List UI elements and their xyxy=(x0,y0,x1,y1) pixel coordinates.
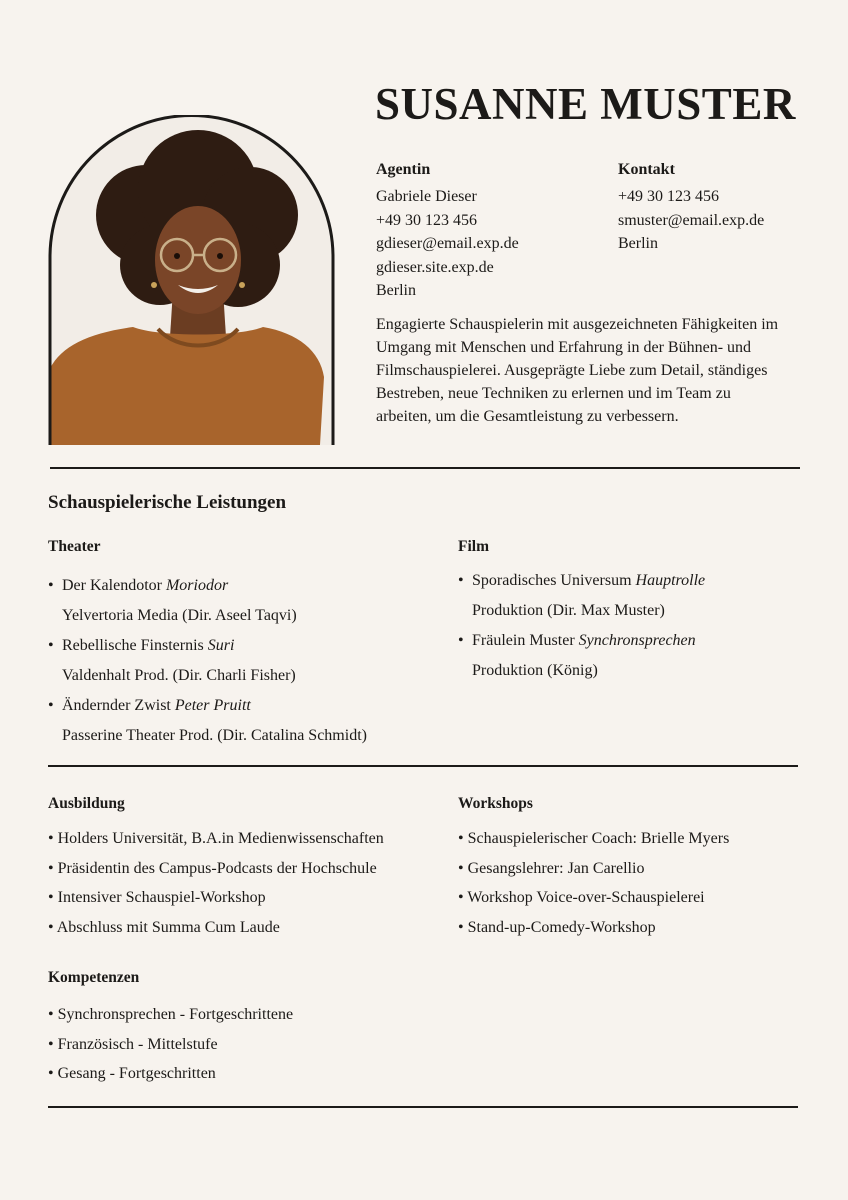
bullet-glyph: • xyxy=(458,889,464,906)
bullet-glyph: • xyxy=(48,637,54,654)
section-title-achievements: Schauspielerische Leistungen xyxy=(48,492,287,513)
bullet-glyph: • xyxy=(48,1035,54,1053)
subsection-title-theater: Theater xyxy=(48,538,101,555)
list-item xyxy=(458,626,705,686)
work-title: Rebellische Finsternis xyxy=(62,637,204,654)
production-info: Passerine Theater Prod. (Dir. Catalina Schmidt) xyxy=(62,727,367,744)
bullet-glyph: • xyxy=(48,918,54,936)
role-name: Peter Pruitt xyxy=(174,697,251,714)
work-title: Ändernder Zwist xyxy=(62,697,171,714)
skill-entry: Synchronsprechen - Fortgeschrittene xyxy=(57,1006,294,1023)
bullet-glyph: • xyxy=(48,1065,54,1082)
agent-website: gdieser.site.exp.de xyxy=(376,258,494,276)
contact-email: smuster@email.exp.de xyxy=(618,211,765,229)
list-item xyxy=(48,691,367,751)
contact-city: Berlin xyxy=(618,235,658,252)
divider xyxy=(48,765,798,767)
bullet-glyph: • xyxy=(48,697,54,714)
profile-summary: Engagierte Schauspielerin mit ausgezeichneten Fähigkeiten im Umgang mit Menschen und Erfahrung in der Bühnen- und Filmschauspielerei. Ausgeprägte Liebe zum Detail, ständiges Bestreben, neue Techniken zu erlernen und im Team zu arbeiten, um die Gesamtleistung zu verbessern. xyxy=(376,316,779,425)
bullet-glyph: • xyxy=(458,859,464,877)
list-item xyxy=(458,913,729,943)
section-title-workshops: Workshops xyxy=(458,795,533,812)
production-info: Produktion (Dir. Max Muster) xyxy=(472,602,665,619)
production-info: Valdenhalt Prod. (Dir. Charli Fisher) xyxy=(62,667,296,684)
workshop-entry: Schauspielerischer Coach: Brielle Myers xyxy=(467,830,730,847)
list-item xyxy=(48,1059,293,1089)
education-entry: Präsidentin des Campus-Podcasts der Hochschule xyxy=(57,859,377,877)
profile-photo xyxy=(48,115,335,445)
agent-email: gdieser@email.exp.de xyxy=(376,235,519,252)
list-item xyxy=(48,854,384,884)
role-name: Hauptrolle xyxy=(635,572,706,589)
list-item xyxy=(48,883,384,913)
list-item xyxy=(458,566,705,626)
film-list xyxy=(458,566,705,686)
bullet-glyph: • xyxy=(48,859,54,877)
agent-name: Gabriele Dieser xyxy=(376,188,477,205)
list-item xyxy=(458,824,729,854)
skill-entry: Französisch - Mittelstufe xyxy=(57,1035,218,1053)
divider xyxy=(50,467,800,469)
workshop-entry: Gesangslehrer: Jan Carellio xyxy=(467,859,645,877)
production-info: Yelvertoria Media (Dir. Aseel Taqvi) xyxy=(62,607,297,624)
list-item xyxy=(48,913,384,943)
bullet-glyph: • xyxy=(48,889,54,906)
contact-title: Kontakt xyxy=(618,161,675,178)
work-title: Der Kalendotor xyxy=(62,577,162,594)
production-info: Produktion (König) xyxy=(472,662,598,679)
list-item xyxy=(48,1000,293,1030)
bullet-glyph: • xyxy=(48,577,54,594)
list-item xyxy=(48,824,384,854)
work-title: Sporadisches Universum xyxy=(472,572,632,589)
bullet-glyph: • xyxy=(458,918,464,936)
workshops-list xyxy=(458,824,729,942)
section-title-skills: Kompetenzen xyxy=(48,969,140,986)
role-name: Moriodor xyxy=(165,577,229,594)
list-item xyxy=(48,571,367,631)
education-entry: Intensiver Schauspiel-Workshop xyxy=(57,889,266,906)
list-item xyxy=(48,1030,293,1060)
workshop-entry: Workshop Voice-over-Schauspielerei xyxy=(467,889,705,906)
section-title-education: Ausbildung xyxy=(48,795,125,812)
list-item xyxy=(458,854,729,884)
agent-city: Berlin xyxy=(376,282,416,299)
bullet-glyph: • xyxy=(48,830,54,847)
role-name: Suri xyxy=(207,637,235,654)
role-name: Synchronsprechen xyxy=(578,632,696,649)
bullet-glyph: • xyxy=(458,830,464,847)
education-list xyxy=(48,824,384,942)
subsection-title-film: Film xyxy=(458,538,489,555)
bullet-glyph: • xyxy=(458,632,464,649)
work-title: Fräulein Muster xyxy=(472,632,575,649)
skills-list xyxy=(48,1000,293,1089)
bullet-glyph: • xyxy=(458,572,464,589)
bullet-glyph: • xyxy=(48,1006,54,1023)
education-entry: Abschluss mit Summa Cum Laude xyxy=(56,918,280,936)
agent-phone: +49 30 123 456 xyxy=(376,211,478,229)
skill-entry: Gesang - Fortgeschritten xyxy=(57,1065,216,1082)
list-item xyxy=(458,883,729,913)
page-title: SUSANNE MUSTER xyxy=(375,79,796,129)
theater-list xyxy=(48,571,367,751)
list-item xyxy=(48,631,367,691)
divider xyxy=(48,1106,798,1108)
agent-block xyxy=(376,161,519,303)
contact-block xyxy=(618,161,764,256)
workshop-entry: Stand-up-Comedy-Workshop xyxy=(467,918,656,936)
contact-phone: +49 30 123 456 xyxy=(618,188,720,205)
education-entry: Holders Universität, B.A.in Medienwissenschaften xyxy=(57,830,384,847)
agent-title: Agentin xyxy=(376,161,431,178)
